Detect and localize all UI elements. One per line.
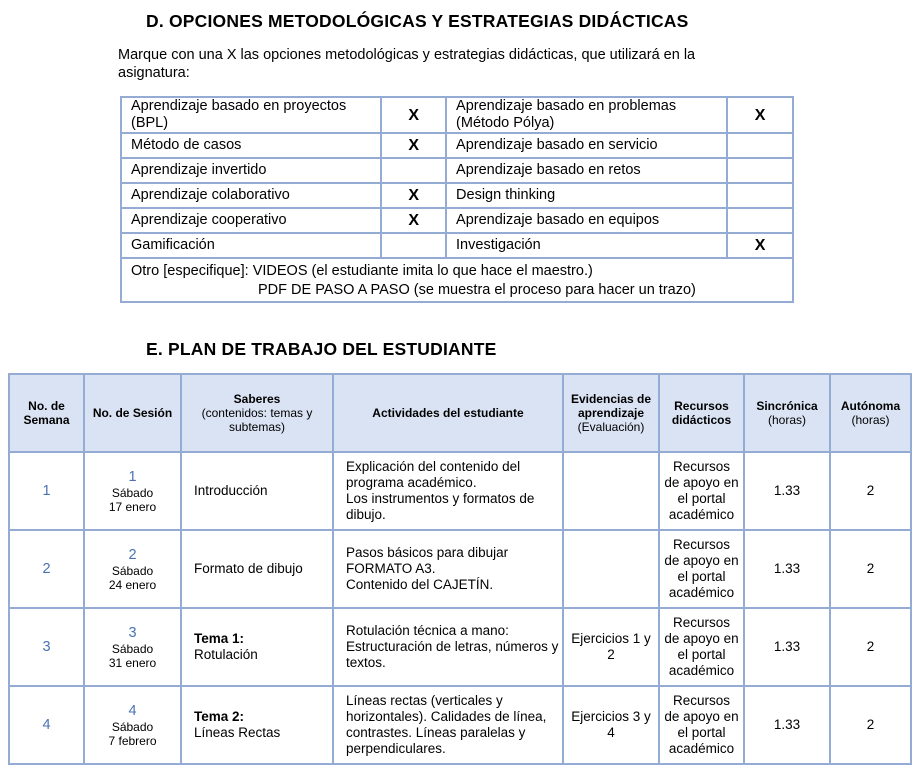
autonomous-hours: 2 xyxy=(830,452,911,530)
synchronous-hours: 1.33 xyxy=(744,530,830,608)
option-label: Aprendizaje cooperativo xyxy=(121,208,381,233)
knowledge-topic: Formato de dibujo xyxy=(194,561,303,576)
header-resources: Recursos didácticos xyxy=(659,374,744,452)
option-label: Aprendizaje basado en equipos xyxy=(446,208,727,233)
table-row xyxy=(9,608,911,686)
option-label: Investigación xyxy=(446,233,727,258)
option-mark[interactable]: X xyxy=(381,97,446,133)
header-evidence-subtitle: (Evaluación) xyxy=(577,420,645,434)
options-row xyxy=(121,133,793,158)
option-label: Aprendizaje basado en retos xyxy=(446,158,727,183)
header-activities: Actividades del estudiante xyxy=(333,374,563,452)
session-number: 1 xyxy=(128,468,137,485)
option-mark[interactable] xyxy=(727,133,793,158)
options-row xyxy=(121,183,793,208)
option-label: Aprendizaje invertido xyxy=(121,158,381,183)
other-specify-line: PDF DE PASO A PASO (se muestra el proceso para hacer un trazo) xyxy=(258,282,696,298)
option-mark[interactable] xyxy=(381,158,446,183)
activities-cell xyxy=(333,530,563,608)
session-day: Sábado xyxy=(111,719,154,734)
methodology-options-table xyxy=(120,96,794,303)
option-mark[interactable]: X xyxy=(727,97,793,133)
session-cell xyxy=(84,530,181,608)
header-evidence-title: Evidencias de aprendizaje xyxy=(570,392,652,420)
header-autonomous xyxy=(830,374,911,452)
option-mark[interactable] xyxy=(727,183,793,208)
header-synchronous xyxy=(744,374,830,452)
table-row xyxy=(9,452,911,530)
option-label: Design thinking xyxy=(446,183,727,208)
options-row xyxy=(121,97,793,133)
autonomous-hours: 2 xyxy=(830,608,911,686)
evidence-cell xyxy=(563,530,659,608)
section-d-heading: D. OPCIONES METODOLÓGICAS Y ESTRATEGIAS DIDÁCTICAS xyxy=(146,11,689,31)
option-label: Gamificación xyxy=(121,233,381,258)
header-synchronous-subtitle: (horas) xyxy=(767,413,806,427)
synchronous-hours: 1.33 xyxy=(744,686,830,764)
session-date: 7 febrero xyxy=(108,733,157,748)
evidence-cell xyxy=(563,452,659,530)
synchronous-hours: 1.33 xyxy=(744,608,830,686)
activities-cell xyxy=(333,452,563,530)
activity-line: Los instrumentos y formatos de dibujo. xyxy=(346,491,535,522)
session-cell xyxy=(84,686,181,764)
session-cell xyxy=(84,608,181,686)
header-knowledge xyxy=(181,374,333,452)
table-row xyxy=(9,686,911,764)
week-number: 2 xyxy=(9,530,84,608)
autonomous-hours: 2 xyxy=(830,530,911,608)
resources-cell: Recursos de apoyo en el portal académico xyxy=(659,608,744,686)
options-row xyxy=(121,233,793,258)
option-mark[interactable]: X xyxy=(381,183,446,208)
knowledge-cell xyxy=(181,530,333,608)
activity-line: Pasos básicos para dibujar FORMATO A3. xyxy=(346,545,509,576)
option-mark[interactable]: X xyxy=(727,233,793,258)
option-label: Método de casos xyxy=(121,133,381,158)
activity-line: Explicación del contenido del programa académico. xyxy=(346,459,521,490)
knowledge-topic: Introducción xyxy=(194,483,268,498)
option-label: Aprendizaje basado en proyectos (BPL) xyxy=(121,97,381,133)
evidence-cell: Ejercicios 1 y 2 xyxy=(563,608,659,686)
header-synchronous-title: Sincrónica xyxy=(756,399,818,413)
other-row xyxy=(121,258,793,302)
header-knowledge-subtitle: (contenidos: temas y subtemas) xyxy=(201,406,313,434)
options-row xyxy=(121,208,793,233)
knowledge-theme: Tema 1: xyxy=(194,631,245,646)
session-day: Sábado xyxy=(111,563,154,578)
activity-line: Rotulación técnica a mano: Estructuración de letras, números y textos. xyxy=(346,623,559,670)
knowledge-topic: Rotulación xyxy=(194,647,258,662)
options-row xyxy=(121,158,793,183)
resources-cell: Recursos de apoyo en el portal académico xyxy=(659,452,744,530)
session-date: 24 enero xyxy=(108,577,157,592)
work-plan-table xyxy=(8,373,912,765)
resources-cell: Recursos de apoyo en el portal académico xyxy=(659,686,744,764)
knowledge-topic: Líneas Rectas xyxy=(194,725,281,740)
option-mark[interactable] xyxy=(727,208,793,233)
other-specify-line: Otro [especifique]: VIDEOS (el estudiante imita lo que hace el maestro.) xyxy=(131,263,593,279)
knowledge-cell xyxy=(181,452,333,530)
session-day: Sábado xyxy=(111,485,154,500)
session-day: Sábado xyxy=(111,641,154,656)
week-number: 3 xyxy=(9,608,84,686)
option-mark[interactable] xyxy=(381,233,446,258)
knowledge-cell xyxy=(181,686,333,764)
autonomous-hours: 2 xyxy=(830,686,911,764)
header-knowledge-title: Saberes xyxy=(233,392,281,406)
week-number: 1 xyxy=(9,452,84,530)
synchronous-hours: 1.33 xyxy=(744,452,830,530)
session-number: 3 xyxy=(128,624,137,641)
table-header-row xyxy=(9,374,911,452)
activity-line: Contenido del CAJETÍN. xyxy=(346,577,494,592)
session-date: 17 enero xyxy=(108,499,157,514)
session-number: 2 xyxy=(128,546,137,563)
session-number: 4 xyxy=(128,702,137,719)
header-autonomous-subtitle: (horas) xyxy=(851,413,890,427)
section-d-instructions: Marque con una X las opciones metodológicas y estrategias didácticas, que utilizará en la asignatura: xyxy=(118,47,696,81)
table-row xyxy=(9,530,911,608)
activity-line: Líneas rectas (verticales y horizontales). Calidades de línea, contrastes. Líneas paralelas y perpendiculares. xyxy=(346,693,547,756)
option-mark[interactable]: X xyxy=(381,133,446,158)
option-label: Aprendizaje basado en servicio xyxy=(446,133,727,158)
option-mark[interactable]: X xyxy=(381,208,446,233)
activities-cell xyxy=(333,686,563,764)
session-date: 31 enero xyxy=(108,655,157,670)
week-number: 4 xyxy=(9,686,84,764)
activities-cell xyxy=(333,608,563,686)
section-e-heading: E. PLAN DE TRABAJO DEL ESTUDIANTE xyxy=(146,339,497,359)
knowledge-cell xyxy=(181,608,333,686)
other-specify-cell xyxy=(121,258,793,302)
header-week: No. de Semana xyxy=(9,374,84,452)
option-label: Aprendizaje colaborativo xyxy=(121,183,381,208)
header-autonomous-title: Autónoma xyxy=(840,399,901,413)
session-cell xyxy=(84,452,181,530)
header-session: No. de Sesión xyxy=(84,374,181,452)
option-mark[interactable] xyxy=(727,158,793,183)
resources-cell: Recursos de apoyo en el portal académico xyxy=(659,530,744,608)
knowledge-theme: Tema 2: xyxy=(194,709,245,724)
header-evidence xyxy=(563,374,659,452)
evidence-cell: Ejercicios 3 y 4 xyxy=(563,686,659,764)
option-label: Aprendizaje basado en problemas (Método Pólya) xyxy=(446,97,727,133)
